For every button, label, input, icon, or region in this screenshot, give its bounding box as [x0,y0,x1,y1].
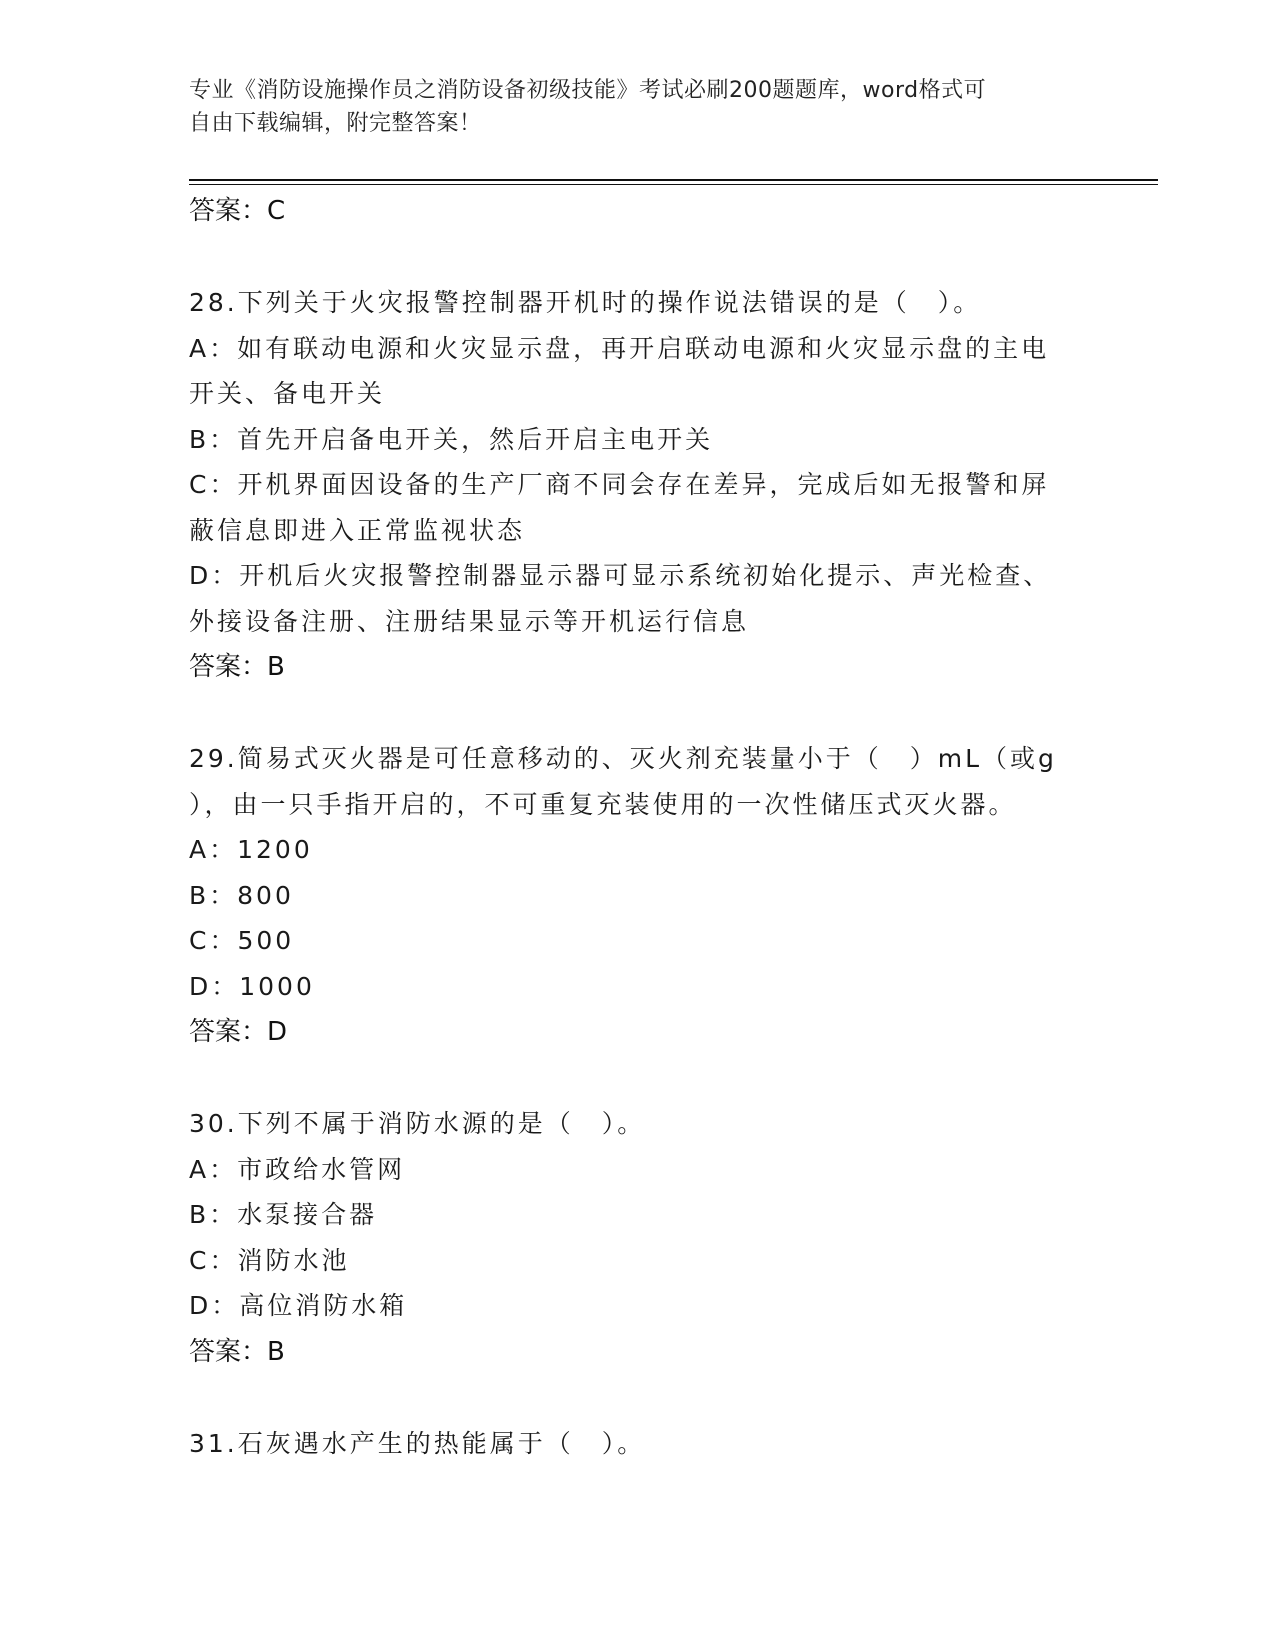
document-header [189,74,1069,140]
option-a: A：如有联动电源和火灾显示盘，再开启联动电源和火灾显示盘的主电 [189,333,1050,363]
header-line-2: 自由下载编辑，附完整答案！ [189,111,482,136]
option-c: C：消防水池 [189,1245,350,1275]
option-a: A：1200 [189,835,313,864]
option-d: D：开机后火灾报警控制器显示器可显示系统初始化提示、声光检查、 [189,561,1052,590]
option-c-continued: 蔽信息即进入正常监视状态 [189,515,526,545]
option-b: B：水泵接合器 [189,1200,378,1229]
question-stem: 28.下列关于火灾报警控制器开机时的操作说法错误的是（ ）。 [189,288,982,317]
option-c: C：开机界面因设备的生产厂商不同会存在差异，完成后如无报警和屏 [189,470,1050,499]
option-d: D：1000 [189,971,315,1001]
question-30 [189,1101,1089,1375]
question-stem: 30.下列不属于消防水源的是（ ）。 [189,1109,646,1138]
option-b: B：首先开启备电开关，然后开启主电开关 [189,424,714,454]
option-d-continued: 外接设备注册、注册结果显示等开机运行信息 [189,606,750,636]
question-28 [189,280,1089,690]
option-a-continued: 开关、备电开关 [189,379,386,408]
question-29 [189,736,1089,1055]
option-c: C：500 [189,926,295,955]
option-a: A：市政给水管网 [189,1154,406,1184]
header-divider-thin [189,184,1158,185]
answer-line: 答案：B [189,1336,285,1367]
question-31 [189,1421,1089,1467]
question-stem: 29.简易式灭火器是可任意移动的、灭火剂充装量小于（ ）mL（或g [189,744,1057,773]
answer-line: 答案：B [189,652,285,682]
previous-answer: 答案：C [189,196,286,226]
question-stem: 31.石灰遇水产生的热能属于（ ）。 [189,1428,646,1458]
header-line-1: 专业《消防设施操作员之消防设备初级技能》考试必刷200题题库，word格式可 [189,78,987,103]
question-stem-continued: ），由一只手指开启的，不可重复充装使用的一次性储压式灭火器。 [189,789,1017,819]
option-d: D：高位消防水箱 [189,1291,408,1320]
header-divider-thick [189,179,1158,181]
option-b: B：800 [189,880,294,910]
question-list [189,188,1089,1466]
answer-line: 答案：D [189,1017,288,1047]
